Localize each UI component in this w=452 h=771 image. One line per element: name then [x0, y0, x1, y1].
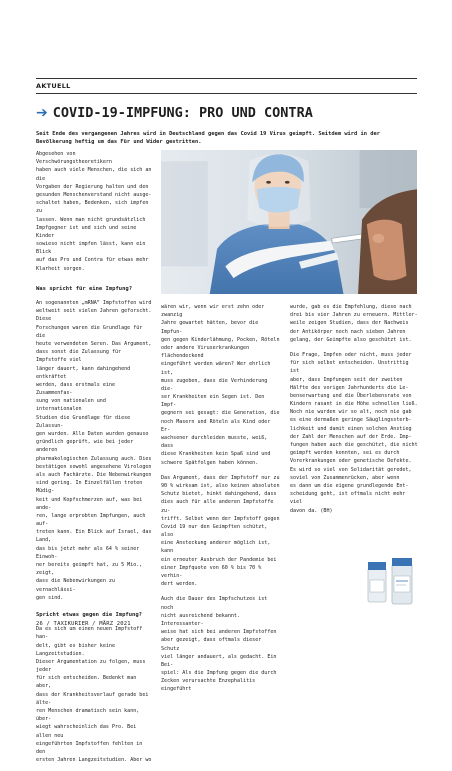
- section-rule: [36, 93, 417, 94]
- arrow-right-icon: ➔: [36, 105, 48, 121]
- vaccination-illustration: [161, 150, 417, 294]
- headline-text: COVID-19-IMPFUNG: PRO UND CONTRA: [52, 105, 313, 121]
- article-lead: Seit Ende des vergangenen Jahres wird in Deutschland gegen das Covid 19 Virus geimpft. Seitdem wird in der Bevölkerung heftig um das Für und Wider gestritten.: [36, 131, 381, 146]
- pro-paragraph: An sogenannten „mRNA“ Impfstoffen wird weltweit seit vielen Jahren geforscht. Diese Forschungen waren die Grundlage für die heute verwendeten Seren. Das Argument, dass sonst die Zulassung für Impfstoffe viel länger dauert, kann dahingehend entkräftet werden, dass erstmals eine Zusammenfas- sung von nationalen und internationalen Studien die Grundlage für diese Zulassun- gen wurden. Alle Daten wurden genauso gründlich geprüft, wie bei jeder anderen pharmakologischen Zulassung auch. Dies bestätigen sowohl angesehene Virologen als auch Fachärzte. Die Nebenwirkungen sind gering. In Einzelfällen treten Müdig- keit und Kopfschmerzen auf, was bei ande- ren, lange erprobten Impfungen, auch auf- treten kann. Ein Blick auf Israel, das Land, das bis jetzt mehr als 64 % seiner Einwoh- ner bereits geimpft hat, zu 5 Mio., zeigt, dass die Nebenwirkungen zu vernachlässi- gen sind.: [36, 300, 152, 601]
- top-rule: [36, 78, 417, 79]
- column-3-final: [290, 303, 418, 522]
- column-2: [161, 303, 281, 701]
- section-label: AKTUELL: [36, 82, 71, 90]
- column-1: [36, 150, 154, 771]
- intro-paragraph: Abgesehen von Verschwörungstheoretikern haben auch viele Menschen, die sich an die Vorgaben der Regierung halten und den gesunden Menschenverstand nicht ausge- schaltet haben, Bedenken, sich impfen zu lassen. Wenn man nicht grundsätzlich Impfgegner ist und sich und seine Kinder sowieso nicht impfen lässt, kann ein Blick auf das Pro und Contra für etwas mehr Klarheit sorgen.: [36, 151, 152, 272]
- vaccine-vials-image: [362, 548, 420, 610]
- subheading-contra: Spricht etwas gegen die Impfung?: [36, 611, 142, 618]
- vials-illustration: [362, 548, 420, 610]
- col3-paragraph-a: wurde, gab es die Empfehlung, diese nach drei bis vier Jahren zu erneuern. Mittler- weile zeigen Studien, dass der Nachweis der Antikörper noch nach sieben Jahren gelang, der Geimpfte also geschützt ist.: [290, 304, 418, 343]
- col2-paragraph-2: Das Argument, dass der Impfstoff nur zu 90 % wirksam ist, also keinen absoluten Schutz bietet, hinkt dahingehend, dass dies auch für alle anderen Impfstoffe zu- trifft. Selbst wenn der Impfstoff gegen Covid 19 nur den Geimpften schützt, also eine Ansteckung anderer möglich ist, kann ein erneuter Ausbruch der Pandemie bei einer Impfquote von 60 % bis 70 % verhin- dert werden.: [161, 474, 280, 588]
- page-footer: 26 / TAXIKURIER / MÄRZ 2021: [36, 621, 131, 627]
- col2-paragraph-3: Auch die Dauer des Impfschutzes ist noch nicht ausreichend bekannt. Interessanter- weise hat sich bei anderen Impfstoffen aber gezeigt, dass oftmals dieser Schutz viel länger andauert, als gedacht. Ein Bei- spiel: Als die Impfung gegen die durch Zecken verursachte Enzephalitis eingeführt: [161, 596, 277, 693]
- vaccination-photo: [161, 150, 417, 294]
- contra-paragraph: Da es sich um einen neuen Impfstoff han- delt, gibt es bisher keine Langzeitstudien. Dieser Argumentation zu folgen, muss jeder für sich entscheiden. Bedenkt man aber, dass der Krankheitsverlauf gerade bei älte- ren Menschen dramatisch sein kann, über- wiegt wahrscheinlich das Pro. Bei allen neu eingeführten Impfstoffen fehlten in den ersten Jahren Langzeitstudien. Aber wo: [36, 626, 152, 764]
- article-headline: [36, 105, 313, 121]
- col2-paragraph-1: wären wir, wenn wir erst zehn oder zwanzig Jahre gewartet hätten, bevor die Impfun- gen gegen Kinderlähmung, Pocken, Röteln oder andere Viruserkrankungen flächendeckend eingeführt worden wären? Wer ehrlich ist, muss zugeben, dass die Verhinderung die- ser Krankheiten ein Segen ist. Den Impf- gegnern sei gesagt: die Generation, die noch Masern und Röteln als Kind oder Er- wachsener durchleiden musste, weiß, dass diese Krankheiten kein Spaß sind und schwere Spätfolgen haben können.: [161, 304, 280, 466]
- col3-paragraph-b: Die Frage, Impfen oder nicht, muss jeder für sich selbst entscheiden. Unstrittig ist aber, dass Impfungen seit der zweiten Hälfte des vorigen Jahrhunderts die Le- benserwartung und die Überlebensrate von Kindern rasant in die Höhe schnellen ließ. Noch nie wurden wir so alt, noch nie gab es eine dermaßen geringe Säuglingssterb- lichkeit und damit einen solchen Anstieg der Zahl der Menschen auf der Erde. Imp- fungen haben auch die geschützt, die nicht geimpft werden konnten, sei es durch Vorerkrankungen oder genetische Defekte. Es wird so viel von Solidarität geredet, soviel von Zusammenrücken, aber wenn es dann um die eigene grundlegende Ent- scheidung geht, ist oftmals nicht mehr viel davon da. (BH): [290, 351, 418, 514]
- subheading-pro: Was spricht für eine Impfung?: [36, 285, 133, 292]
